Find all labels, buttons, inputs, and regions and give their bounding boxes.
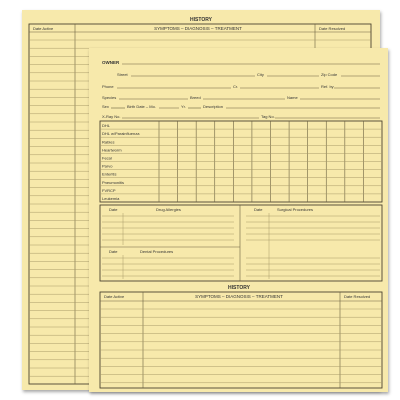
street-label: Street — [117, 72, 128, 77]
allergy-date-label: Date — [109, 207, 118, 212]
drug-allergies-label: Drug Allergies — [156, 207, 181, 212]
phone-label: Phone — [102, 84, 114, 89]
name-label: Name — [287, 95, 298, 100]
front-card-lines — [89, 48, 388, 392]
front-col-symptoms: SYMPTOMS – DIAGNOSIS – TREATMENT — [195, 294, 283, 299]
city-label: City — [257, 72, 264, 77]
yr-label: Yr. — [181, 104, 186, 109]
vaccine-label: Leukemia — [102, 195, 120, 201]
back-history-title: HISTORY — [190, 17, 212, 23]
surgical-date-label: Date — [254, 207, 263, 212]
xray-label: X-Ray No. — [102, 114, 121, 119]
vaccine-labels — [102, 123, 140, 201]
vaccine-label: DHL — [102, 123, 111, 129]
front-col-date-resolved: Date Resolved — [344, 294, 371, 299]
procedures-border — [100, 205, 382, 281]
zip-label: Zip Code — [321, 72, 338, 77]
tag-label: Tag No. — [261, 114, 275, 119]
cr-label: Cr. — [233, 84, 239, 89]
sex-label: Sex — [102, 104, 109, 109]
vaccine-label: FVRCP — [102, 187, 116, 193]
description-label: Description — [203, 104, 224, 109]
surgical-procedures-label: Surgical Procedures — [277, 207, 314, 212]
vaccine-label: DHL w/Parainfluenza — [102, 131, 140, 137]
dental-date-label: Date — [109, 249, 118, 254]
vaccine-label: Parvo — [102, 163, 113, 169]
back-col-date-active: Date Active — [33, 26, 54, 31]
back-col-date-resolved: Date Resolved — [319, 26, 346, 31]
front-history-title: HISTORY — [228, 285, 250, 291]
vaccine-grid-lines — [100, 121, 382, 202]
owner-label: OWNER — [102, 60, 120, 65]
vaccine-label: Heartworm — [102, 147, 122, 153]
dental-procedures-label: Dental Procedures — [140, 249, 174, 254]
front-patient-card — [89, 48, 388, 392]
vaccine-label: Enteritis — [102, 171, 117, 177]
front-col-date-active: Date Active — [104, 294, 125, 299]
species-label: Species — [102, 95, 117, 100]
back-col-symptoms: SYMPTOMS – DIAGNOSIS – TREATMENT — [154, 26, 242, 31]
vaccine-label: Rabies — [102, 139, 115, 145]
breed-label: Breed — [190, 95, 201, 100]
birth-date-label: Birth Date – Mo. — [127, 104, 156, 109]
ref-by-label: Ref. by — [321, 84, 334, 89]
vaccine-label: Fecal — [102, 155, 112, 161]
vaccine-label: Pneumonitis — [102, 179, 125, 185]
